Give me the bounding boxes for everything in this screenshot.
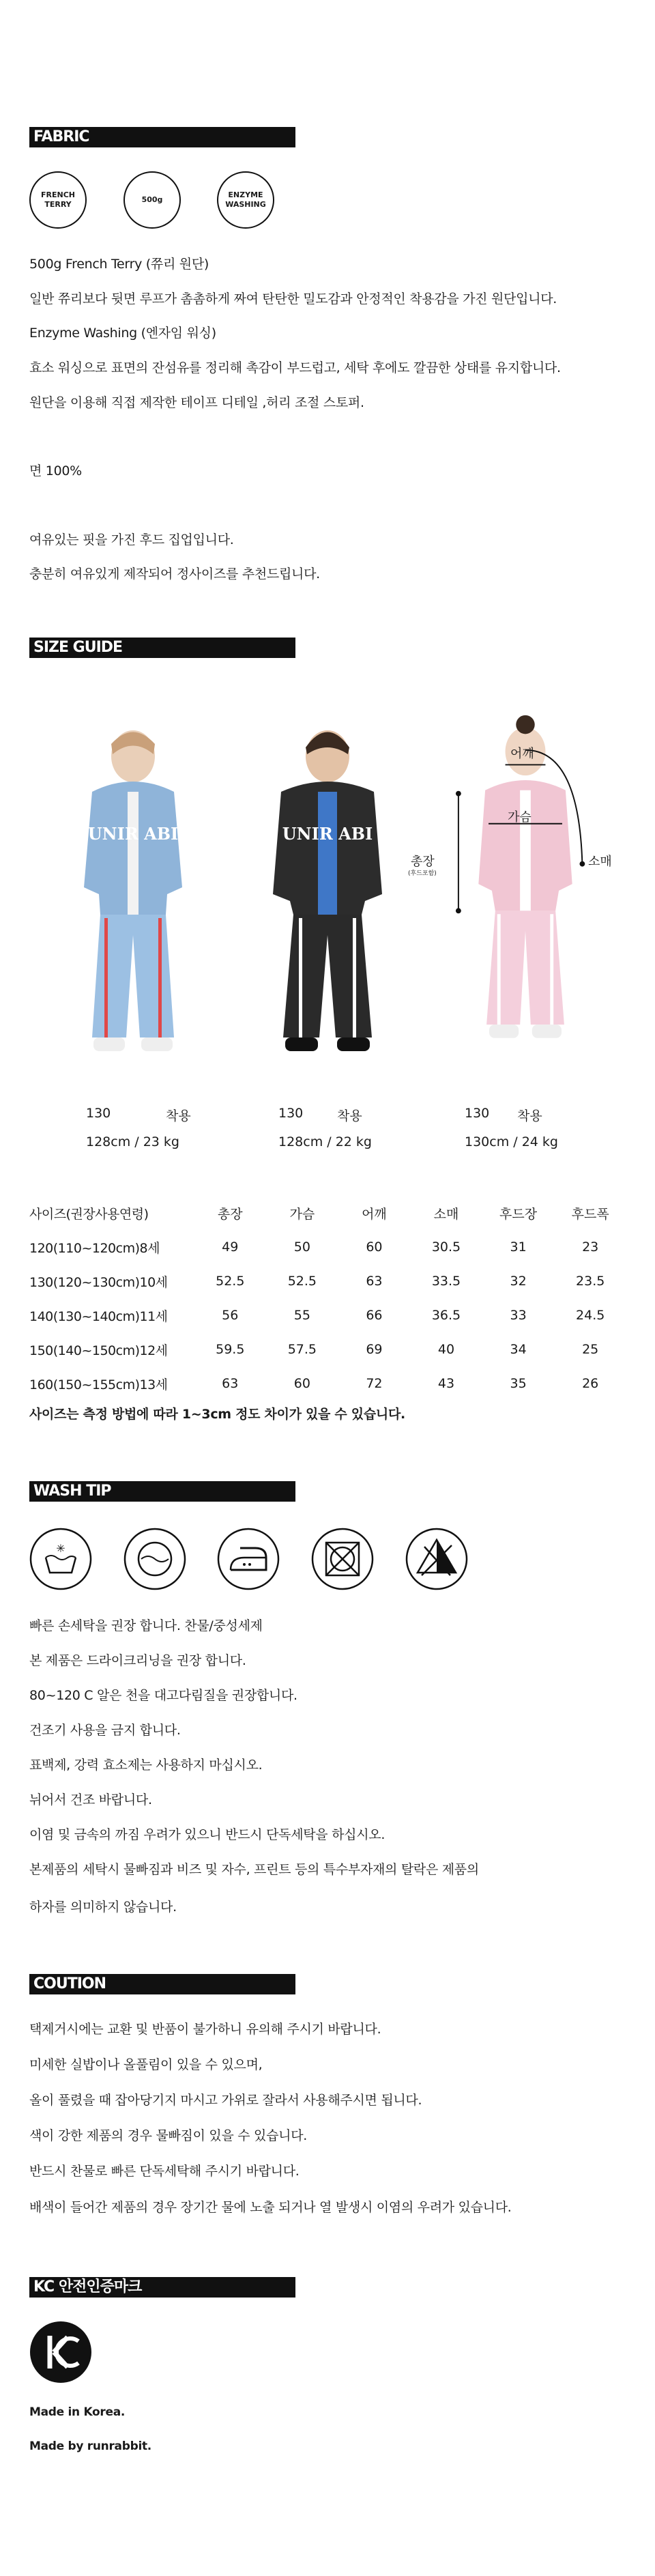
caution-line: 반드시 찬물로 빠른 단독세탁해 주시기 바랍니다. <box>29 2164 300 2179</box>
size-table-header: 후드폭 <box>571 1206 609 1222</box>
size-cell: 30.5 <box>431 1240 461 1255</box>
size-table-header: 어깨 <box>362 1206 387 1222</box>
caution-line: 미세한 실밥이나 올풀림이 있을 수 있으며, <box>29 2057 263 2072</box>
weight-badge-text: 500g <box>141 195 163 204</box>
size-table-header: 소매 <box>433 1206 459 1222</box>
fabric-line: 여유있는 핏을 가진 후드 집업입니다. <box>29 532 234 547</box>
table-row <box>29 1298 626 1332</box>
size-cell: 140(130~140cm)11세 <box>29 1308 168 1324</box>
size-cell: 33 <box>510 1308 527 1323</box>
size-guide-heading: SIZE GUIDE <box>29 638 295 658</box>
size-cell: 60 <box>293 1376 310 1391</box>
table-row <box>29 1366 626 1401</box>
size-cell: 63 <box>366 1274 383 1289</box>
wash-line: 빠른 손세탁을 권장 합니다. 찬물/중성세제 <box>29 1618 263 1633</box>
svg-text:UNIR ABI: UNIR ABI <box>282 824 373 844</box>
wash-line: 이염 및 금속의 까짐 우려가 있으니 반드시 단독세탁을 하십시오. <box>29 1827 385 1842</box>
fabric-composition: 면 100% <box>29 463 82 478</box>
size-cell: 31 <box>510 1240 527 1255</box>
table-row <box>29 1264 626 1298</box>
size-cell: 130(120~130cm)10세 <box>29 1274 168 1290</box>
caution-heading: COUTION <box>29 1974 295 1994</box>
size-cell: 52.5 <box>216 1274 245 1289</box>
no-bleach-icon <box>405 1528 468 1590</box>
caution-line: 배색이 들어간 제품의 경우 장기간 물에 노출 되거나 열 발생시 이염의 우려가 있습니다. <box>29 2200 512 2215</box>
wash-line: 건조기 사용을 금지 합니다. <box>29 1723 181 1738</box>
size-cell: 36.5 <box>431 1308 461 1323</box>
fabric-line: 효소 워싱으로 표면의 잔섬유를 정리해 촉감이 부드럽고, 세탁 후에도 깔끔한 상태를 유지합니다. <box>29 360 561 375</box>
table-row <box>29 1332 626 1366</box>
model-1-label: 착용 <box>166 1108 191 1124</box>
size-cell: 56 <box>222 1308 239 1323</box>
french-terry-badge-text: FRENCH TERRY <box>41 190 75 209</box>
size-cell: 160(150~155cm)13세 <box>29 1377 168 1392</box>
fabric-line: Enzyme Washing (엔자임 워싱) <box>29 326 216 341</box>
size-note: 사이즈는 측정 방법에 따라 1~3cm 정도 차이가 있을 수 있습니다. <box>29 1407 405 1422</box>
caution-line: 색이 강한 제품의 경우 물빠짐이 있을 수 있습니다. <box>29 2128 307 2143</box>
model-photo-pink <box>437 710 614 1065</box>
fabric-line: 원단을 이용해 직접 제작한 테이프 디테일 ,허리 조절 스토퍼. <box>29 395 364 410</box>
model-2-spec: 128cm / 22 kg <box>278 1134 372 1149</box>
size-cell: 57.5 <box>287 1342 317 1357</box>
size-cell: 43 <box>437 1376 455 1391</box>
svg-text:✳: ✳ <box>56 1542 66 1555</box>
size-cell: 40 <box>437 1342 455 1357</box>
size-table-header: 사이즈(권장사용연령) <box>29 1206 149 1222</box>
size-cell: 120(110~120cm)8세 <box>29 1240 160 1256</box>
size-cell: 63 <box>222 1376 239 1391</box>
model-2-size: 130 <box>278 1106 304 1121</box>
measure-length-sub-label: (후드포함) <box>408 870 437 877</box>
size-table-header: 총장 <box>217 1206 243 1222</box>
size-cell: 25 <box>582 1342 599 1357</box>
size-cell: 69 <box>366 1342 383 1357</box>
model-3-label: 착용 <box>517 1108 542 1124</box>
measure-chest-label: 가슴 <box>508 810 532 825</box>
size-table-header: 가슴 <box>289 1206 315 1222</box>
size-cell: 52.5 <box>287 1274 317 1289</box>
size-cell: 32 <box>510 1274 527 1289</box>
measure-sleeve-label: 소매 <box>588 855 612 869</box>
model-3-spec: 130cm / 24 kg <box>465 1134 558 1149</box>
model-1-spec: 128cm / 23 kg <box>86 1134 179 1149</box>
no-tumble-dry-icon <box>311 1528 374 1590</box>
no-dry-clean-icon <box>123 1528 186 1590</box>
wash-line: 뉘어서 건조 바랍니다. <box>29 1792 152 1807</box>
measure-length-label: 총장 <box>411 855 435 869</box>
size-cell: 35 <box>510 1376 527 1391</box>
size-table-header: 후드장 <box>499 1206 538 1222</box>
fabric-line: 충분히 여유있게 제작되어 정사이즈를 추천드립니다. <box>29 567 320 582</box>
wash-line: 표백제, 강력 효소제는 사용하지 마십시오. <box>29 1758 263 1773</box>
pants <box>283 915 372 1037</box>
size-cell: 26 <box>582 1376 599 1391</box>
wash-line: 80~120 C 알은 천을 대고다림질을 권장합니다. <box>29 1688 297 1703</box>
kc-heading: KC 안전인증마크 <box>29 2277 295 2298</box>
size-cell: 34 <box>510 1342 527 1357</box>
wash-line: 본 제품은 드라이크리닝을 권장 합니다. <box>29 1653 246 1668</box>
measure-shoulder-label: 어깨 <box>510 747 534 761</box>
hand-wash-icon <box>29 1528 92 1590</box>
made-in-text: Made in Korea. <box>29 2405 126 2419</box>
wash-line: 본제품의 세탁시 물빠짐과 비즈 및 자수, 프린트 등의 특수부자재의 탈락은 제품의 <box>29 1862 479 1877</box>
size-table <box>29 1196 626 1401</box>
kc-mark-icon <box>29 2321 92 2384</box>
table-row <box>29 1230 626 1264</box>
wash-tip-heading: WASH TIP <box>29 1481 295 1502</box>
enzyme-washing-badge-text: ENZYME WASHING <box>225 190 266 209</box>
size-cell: 59.5 <box>216 1342 245 1357</box>
model-1-size: 130 <box>86 1106 111 1121</box>
weight-badge <box>123 171 181 229</box>
model-photo-blue <box>65 717 201 1072</box>
size-cell: 72 <box>366 1376 383 1391</box>
model-photo-black <box>259 717 396 1072</box>
enzyme-washing-badge <box>217 171 274 229</box>
made-by-text: Made by runrabbit. <box>29 2439 151 2453</box>
size-cell: 50 <box>293 1240 310 1255</box>
size-cell: 60 <box>366 1240 383 1255</box>
model-3-size: 130 <box>465 1106 490 1121</box>
size-cell: 150(140~150cm)12세 <box>29 1343 168 1358</box>
caution-line: 올이 풀렸을 때 잡아당기지 마시고 가위로 잘라서 사용해주시면 됩니다. <box>29 2093 422 2108</box>
wash-line: 하자를 의미하지 않습니다. <box>29 1900 177 1915</box>
size-table-header-row <box>29 1196 626 1230</box>
fabric-line: 일반 쮸리보다 뒷면 루프가 촘촘하게 짜여 탄탄한 밀도감과 안정적인 착용감을 가진 원단입니다. <box>29 291 557 306</box>
fabric-line: 500g French Terry (쮸리 원단) <box>29 257 209 272</box>
size-cell: 49 <box>222 1240 239 1255</box>
french-terry-badge <box>29 171 87 229</box>
size-cell: 33.5 <box>431 1274 461 1289</box>
size-cell: 24.5 <box>576 1308 605 1323</box>
iron-icon <box>217 1528 280 1590</box>
size-cell: 66 <box>366 1308 383 1323</box>
size-cell: 55 <box>293 1308 310 1323</box>
model-2-label: 착용 <box>337 1108 362 1124</box>
svg-text:UNIR ABI: UNIR ABI <box>87 824 179 844</box>
size-cell: 23 <box>582 1240 599 1255</box>
size-cell: 23.5 <box>576 1274 605 1289</box>
fabric-heading: FABRIC <box>29 127 295 147</box>
caution-line: 택제거시에는 교환 및 반품이 불가하니 유의해 주시기 바랍니다. <box>29 2022 381 2037</box>
